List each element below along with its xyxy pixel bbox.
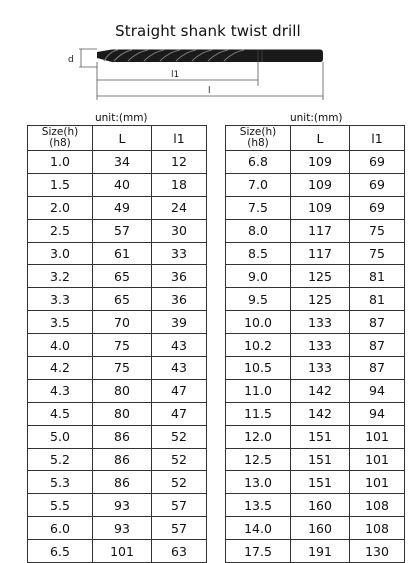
cell-size: 13.5 [226,494,291,517]
cell-size: 4.2 [28,357,93,380]
table-row [28,242,207,265]
table-row [28,379,207,402]
cell-L: 151 [291,425,350,448]
cell-L: 151 [291,448,350,471]
drill-bit-icon [97,50,323,63]
cell-size: 9.5 [226,288,291,311]
table-row [226,448,405,471]
cell-L: 109 [291,173,350,196]
cell-L: 61 [93,242,152,265]
cell-l1: 69 [350,196,405,219]
cell-L: 34 [93,151,152,174]
header-size-line1: Size(h) [239,126,277,138]
table-row [226,334,405,357]
cell-l1: 47 [152,402,207,425]
unit-label-left: unit:(mm) [95,112,148,124]
page-title: Straight shank twist drill [115,22,301,40]
cell-size: 13.0 [226,471,291,494]
cell-l1: 33 [152,242,207,265]
drill-diagram [0,0,416,110]
cell-l1: 39 [152,311,207,334]
table-row [226,425,405,448]
table-row [226,471,405,494]
cell-l1: 43 [152,334,207,357]
table-row [226,402,405,425]
table-row [28,288,207,311]
table-row [28,448,207,471]
cell-l1: 47 [152,379,207,402]
cell-L: 133 [291,311,350,334]
cell-L: 160 [291,494,350,517]
cell-L: 80 [93,402,152,425]
cell-L: 75 [93,334,152,357]
header-size-line1: Size(h) [41,126,79,138]
cell-size: 1.0 [28,151,93,174]
cell-L: 117 [291,242,350,265]
cell-L: 75 [93,357,152,380]
cell-size: 7.5 [226,196,291,219]
cell-size: 3.3 [28,288,93,311]
cell-l1: 52 [152,471,207,494]
cell-l1: 108 [350,517,405,540]
table-row [28,357,207,380]
table-row [28,196,207,219]
cell-L: 86 [93,471,152,494]
cell-L: 151 [291,471,350,494]
cell-l1: 36 [152,265,207,288]
cell-L: 80 [93,379,152,402]
cell-size: 10.5 [226,357,291,380]
cell-l1: 87 [350,357,405,380]
cell-l1: 24 [152,196,207,219]
cell-size: 14.0 [226,517,291,540]
cell-size: 11.0 [226,379,291,402]
cell-size: 3.2 [28,265,93,288]
table-row [28,494,207,517]
header-l1: l1 [350,126,405,151]
cell-l1: 69 [350,173,405,196]
header-l1: l1 [152,126,207,151]
d-label: d [68,55,74,65]
cell-size: 6.5 [28,540,93,563]
cell-l1: 81 [350,288,405,311]
cell-L: 133 [291,357,350,380]
table-header-row [226,126,405,151]
cell-L: 49 [93,196,152,219]
cell-size: 6.0 [28,517,93,540]
header-size-line2: (h8) [247,137,269,149]
cell-size: 8.5 [226,242,291,265]
cell-size: 7.0 [226,173,291,196]
cell-size: 5.0 [28,425,93,448]
cell-L: 57 [93,219,152,242]
header-size [28,126,93,151]
table-row [28,311,207,334]
cell-L: 93 [93,494,152,517]
header-size-line2: (h8) [49,137,71,149]
cell-l1: 94 [350,402,405,425]
cell-L: 65 [93,265,152,288]
l1-label: l1 [171,70,180,80]
cell-L: 40 [93,173,152,196]
cell-l1: 101 [350,448,405,471]
cell-l1: 57 [152,494,207,517]
cell-L: 109 [291,196,350,219]
table-row [28,265,207,288]
unit-label-right: unit:(mm) [290,112,343,124]
cell-size: 10.2 [226,334,291,357]
table-row [28,173,207,196]
cell-size: 3.5 [28,311,93,334]
cell-size: 4.0 [28,334,93,357]
table-row [226,196,405,219]
header-size [226,126,291,151]
table-row [226,379,405,402]
cell-L: 125 [291,265,350,288]
cell-L: 160 [291,517,350,540]
cell-l1: 130 [350,540,405,563]
header-L: L [93,126,152,151]
table-row [226,288,405,311]
table-row [226,265,405,288]
cell-size: 5.5 [28,494,93,517]
cell-size: 12.5 [226,448,291,471]
cell-size: 4.5 [28,402,93,425]
cell-L: 93 [93,517,152,540]
cell-size: 9.0 [226,265,291,288]
cell-l1: 52 [152,448,207,471]
cell-l1: 101 [350,425,405,448]
cell-l1: 101 [350,471,405,494]
cell-L: 117 [291,219,350,242]
cell-L: 70 [93,311,152,334]
cell-size: 12.0 [226,425,291,448]
table-row [226,151,405,174]
cell-l1: 18 [152,173,207,196]
cell-l1: 87 [350,334,405,357]
table-row [226,540,405,563]
cell-size: 5.2 [28,448,93,471]
cell-l1: 36 [152,288,207,311]
table-row [28,471,207,494]
cell-L: 86 [93,448,152,471]
cell-l1: 75 [350,242,405,265]
spec-table-left [27,125,207,563]
cell-size: 2.5 [28,219,93,242]
table-row [28,219,207,242]
table-row [226,311,405,334]
cell-L: 191 [291,540,350,563]
cell-l1: 52 [152,425,207,448]
cell-L: 109 [291,151,350,174]
cell-L: 101 [93,540,152,563]
spec-table-right [225,125,405,563]
cell-l1: 63 [152,540,207,563]
cell-size: 5.3 [28,471,93,494]
cell-l1: 12 [152,151,207,174]
cell-L: 125 [291,288,350,311]
cell-l1: 75 [350,219,405,242]
cell-L: 133 [291,334,350,357]
table-row [226,357,405,380]
cell-size: 1.5 [28,173,93,196]
header-L: L [291,126,350,151]
cell-l1: 87 [350,311,405,334]
cell-size: 11.5 [226,402,291,425]
cell-L: 142 [291,402,350,425]
cell-l1: 108 [350,494,405,517]
table-row [28,334,207,357]
cell-size: 10.0 [226,311,291,334]
cell-L: 65 [93,288,152,311]
cell-L: 142 [291,379,350,402]
cell-L: 86 [93,425,152,448]
cell-size: 4.3 [28,379,93,402]
table-row [226,173,405,196]
cell-l1: 43 [152,357,207,380]
cell-l1: 30 [152,219,207,242]
cell-size: 6.8 [226,151,291,174]
cell-l1: 81 [350,265,405,288]
cell-l1: 94 [350,379,405,402]
table-row [226,242,405,265]
table-row [226,219,405,242]
table-row [28,402,207,425]
cell-size: 2.0 [28,196,93,219]
cell-l1: 57 [152,517,207,540]
cell-size: 3.0 [28,242,93,265]
table-row [226,517,405,540]
table-row [28,540,207,563]
cell-l1: 69 [350,151,405,174]
cell-size: 17.5 [226,540,291,563]
cell-size: 8.0 [226,219,291,242]
table-row [226,494,405,517]
table-row [28,517,207,540]
l-label: l [208,86,211,96]
table-row [28,425,207,448]
table-row [28,151,207,174]
table-header-row [28,126,207,151]
